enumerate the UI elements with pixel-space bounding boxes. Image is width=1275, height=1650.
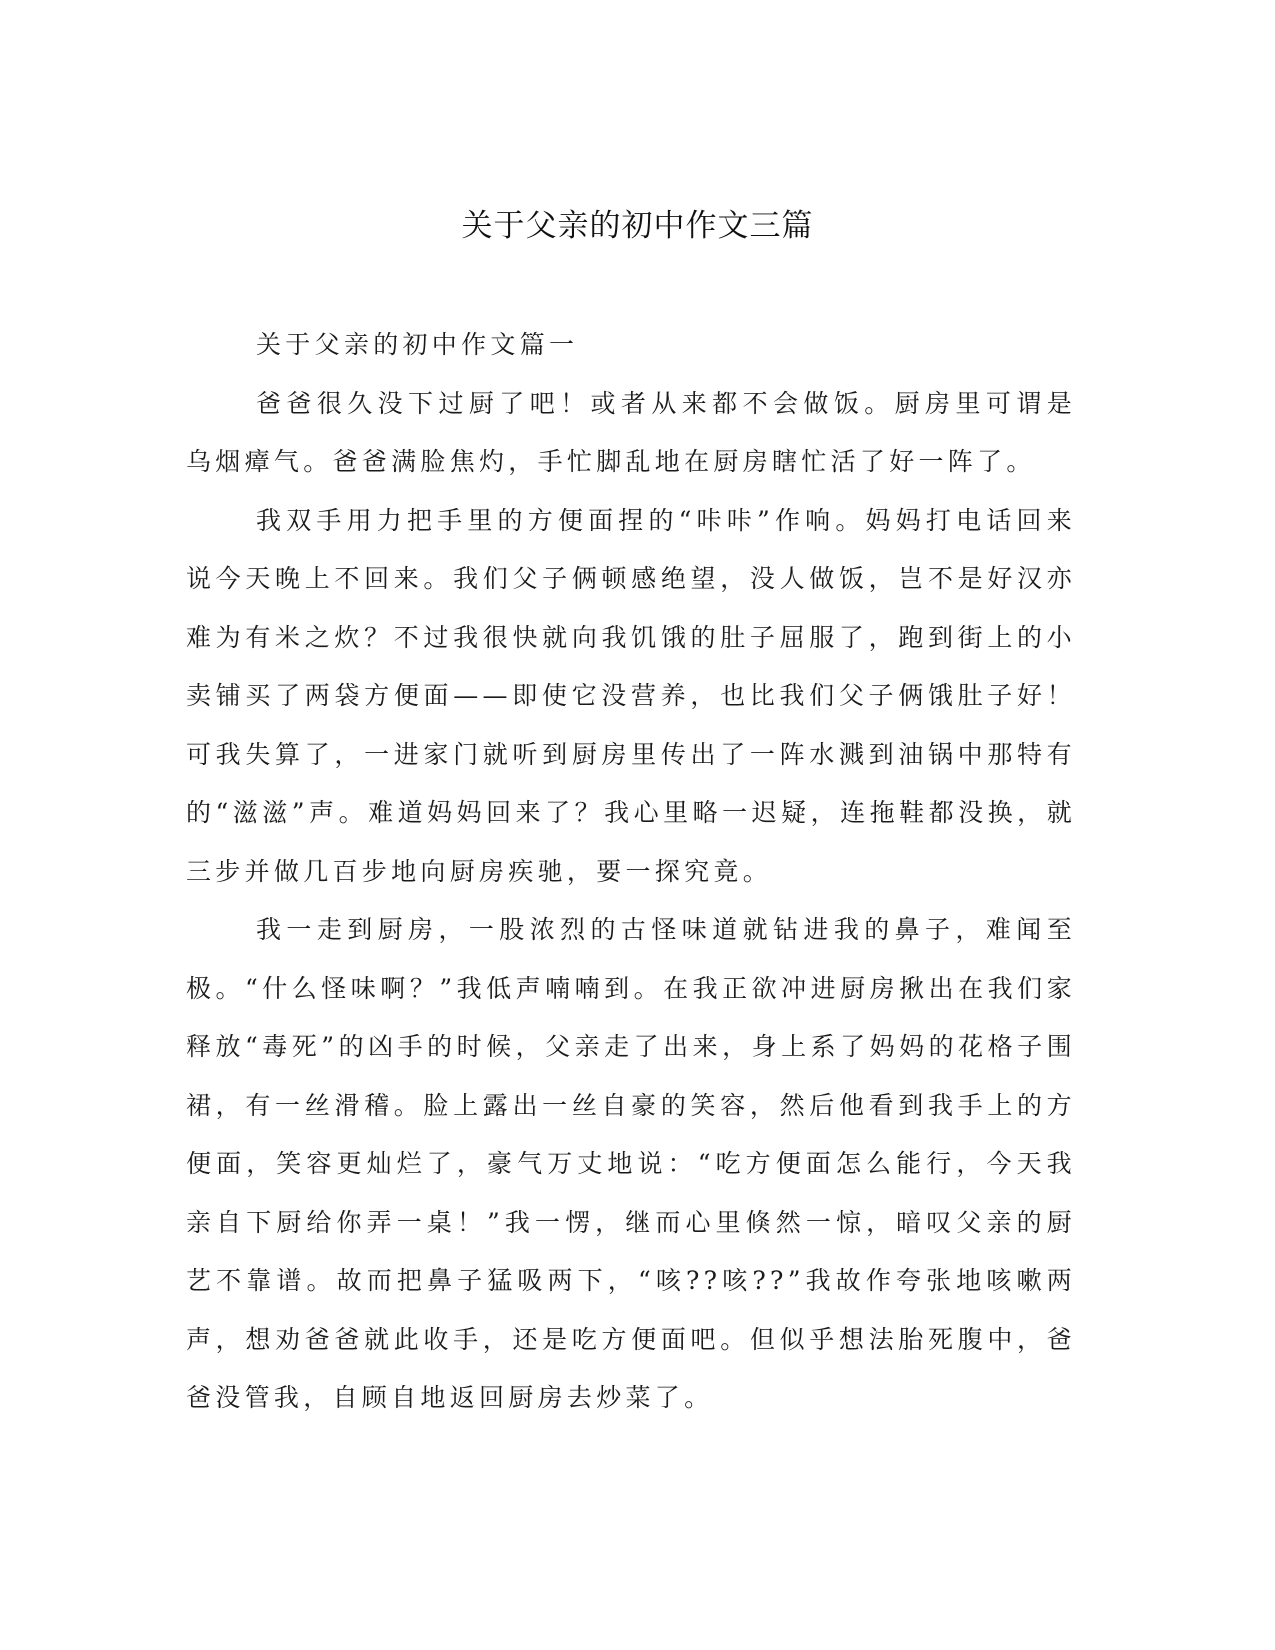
document-title: 关于父亲的初中作文三篇 [461, 208, 814, 244]
section-heading: 关于父亲的初中作文篇一 [256, 330, 579, 359]
paragraph-2: 我双手用力把手里的方便面捏的“咔咔”作响。妈妈打电话回来说今天晚上不回来。我们父子俩顿感绝望，没人做饭，岂不是好汉亦难为有米之炊？不过我很快就向我饥饿的肚子屈服了，跑到街上的小卖铺买了两袋方便面——即使它没营养，也比我们父子俩饿肚子好！可我失算了，一进家门就听到厨房里传出了一阵水溅到油锅中那特有的“滋滋”声。难道妈妈回来了？我心里略一迟疑，连拖鞋都没换，就三步并做几百步地向厨房疾驰，要一探究竟。 [186, 505, 1076, 886]
document-body [186, 316, 1076, 1428]
paragraph-3: 我一走到厨房，一股浓烈的古怪味道就钻进我的鼻子，难闻至极。“什么怪味啊？”我低声喃喃到。在我正欲冲进厨房揪出在我们家释放“毒死”的凶手的时候，父亲走了出来，身上系了妈妈的花格子围裙，有一丝滑稽。脸上露出一丝自豪的笑容，然后他看到我手上的方便面，笑容更灿烂了，豪气万丈地说：“吃方便面怎么能行，今天我亲自下厨给你弄一桌！”我一愣，继而心里倏然一惊，暗叹父亲的厨艺不靠谱。故而把鼻子猛吸两下，“咳??咳??”我故作夸张地咳嗽两声，想劝爸爸就此收手，还是吃方便面吧。但似乎想法胎死腹中，爸爸没管我，自顾自地返回厨房去炒菜了。 [186, 915, 1076, 1412]
paragraph-1: 爸爸很久没下过厨了吧！或者从来都不会做饭。厨房里可谓是乌烟瘴气。爸爸满脸焦灼，手忙脚乱地在厨房瞎忙活了好一阵了。 [186, 388, 1076, 476]
